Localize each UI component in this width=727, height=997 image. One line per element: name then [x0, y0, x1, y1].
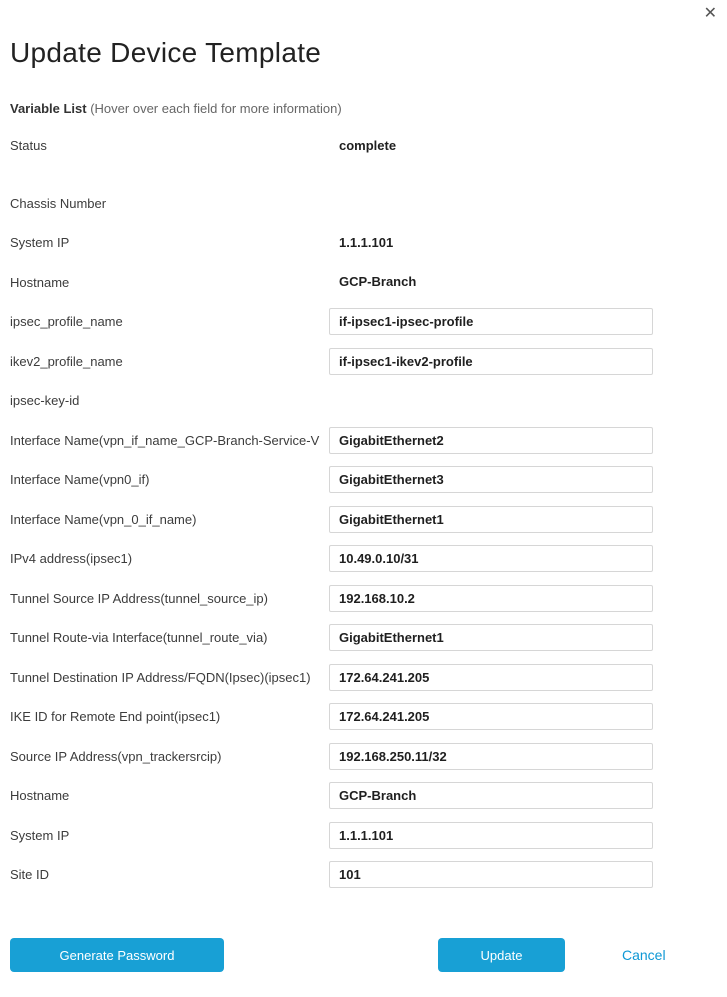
variable-label: ikev2_profile_name: [10, 353, 123, 369]
variable-row: [10, 500, 653, 540]
variable-value-cell: [329, 624, 653, 651]
variable-input[interactable]: [329, 703, 653, 730]
variable-row: [10, 579, 653, 619]
variable-label: Status: [10, 138, 47, 154]
variable-value-cell: [329, 861, 653, 888]
variable-input[interactable]: [329, 782, 653, 809]
variable-list: [10, 126, 653, 895]
cancel-button[interactable]: Cancel: [622, 947, 666, 963]
variable-value-cell: [329, 308, 653, 335]
variable-row: [10, 342, 653, 382]
variable-label: Source IP Address(vpn_trackersrcip): [10, 748, 222, 764]
close-icon[interactable]: ✕: [700, 2, 721, 26]
variable-row: [10, 126, 653, 166]
variable-value: 1.1.1.101: [339, 234, 394, 250]
variable-input[interactable]: [329, 743, 653, 770]
variable-row: [10, 855, 653, 895]
variable-value-cell: [329, 743, 653, 770]
variable-input[interactable]: [329, 506, 653, 533]
variable-value: GCP-Branch: [339, 274, 417, 290]
footer-actions: [10, 938, 717, 972]
variable-value-cell: [329, 348, 653, 375]
variable-input[interactable]: [329, 822, 653, 849]
variable-value-cell: [329, 545, 653, 572]
variable-input[interactable]: [329, 427, 653, 454]
variable-input[interactable]: [329, 466, 653, 493]
variable-value-cell: [329, 782, 653, 809]
variable-row: [10, 697, 653, 737]
variable-row: [10, 539, 653, 579]
variable-label: System IP: [10, 827, 70, 843]
variable-value-cell: [329, 506, 653, 533]
variable-row: [10, 658, 653, 698]
variable-input[interactable]: [329, 664, 653, 691]
variable-value-cell: [329, 466, 653, 493]
variable-row: [10, 381, 653, 421]
variable-value-cell: [329, 234, 653, 252]
variable-label: Chassis Number: [10, 195, 107, 211]
variable-row: [10, 421, 653, 461]
variable-input[interactable]: [329, 624, 653, 651]
variable-value-cell: [329, 137, 653, 155]
variable-row: [10, 184, 653, 224]
variable-value-cell: [329, 273, 653, 291]
variable-label: IKE ID for Remote End point(ipsec1): [10, 709, 221, 725]
variable-row: [10, 816, 653, 856]
variable-label: Interface Name(vpn_0_if_name): [10, 511, 197, 527]
variable-label: Tunnel Route-via Interface(tunnel_route_via): [10, 630, 268, 646]
variable-label: Hostname: [10, 274, 70, 290]
variable-list-hint: (Hover over each field for more information): [90, 101, 342, 116]
variable-row: [10, 737, 653, 777]
variable-input[interactable]: [329, 545, 653, 572]
variable-row: [10, 263, 653, 303]
variable-value-cell: [329, 585, 653, 612]
variable-label: IPv4 address(ipsec1): [10, 551, 133, 567]
variable-row: [10, 776, 653, 816]
variable-value: complete: [339, 137, 397, 153]
variable-value-cell: [329, 822, 653, 849]
variable-input[interactable]: [329, 308, 653, 335]
variable-row: [10, 618, 653, 658]
variable-list-heading: Variable List: [10, 101, 87, 116]
variable-value-cell: [329, 427, 653, 454]
variable-row: [10, 223, 653, 263]
variable-input[interactable]: [329, 348, 653, 375]
variable-value-cell: [329, 703, 653, 730]
page-title: Update Device Template: [10, 36, 322, 68]
variable-value-cell: [329, 664, 653, 691]
variable-label: Hostname: [10, 788, 70, 804]
variable-label: System IP: [10, 235, 70, 251]
variable-label: Tunnel Destination IP Address/FQDN(Ipsec)(ipsec1): [10, 669, 311, 685]
variable-label: ipsec-key-id: [10, 393, 80, 409]
variable-input[interactable]: [329, 861, 653, 888]
variable-label: Tunnel Source IP Address(tunnel_source_ip): [10, 590, 268, 606]
variable-label: ipsec_profile_name: [10, 314, 123, 330]
variable-label: Interface Name(vpn0_if): [10, 472, 150, 488]
variable-input[interactable]: [329, 585, 653, 612]
variable-list-header: [10, 101, 342, 116]
variable-label: Interface Name(vpn_if_name_GCP-Branch-Service-V: [10, 432, 320, 448]
variable-row: [10, 302, 653, 342]
update-button[interactable]: Update: [438, 938, 565, 972]
variable-label: Site ID: [10, 867, 50, 883]
generate-password-button[interactable]: Generate Password: [10, 938, 224, 972]
variable-row: [10, 460, 653, 500]
